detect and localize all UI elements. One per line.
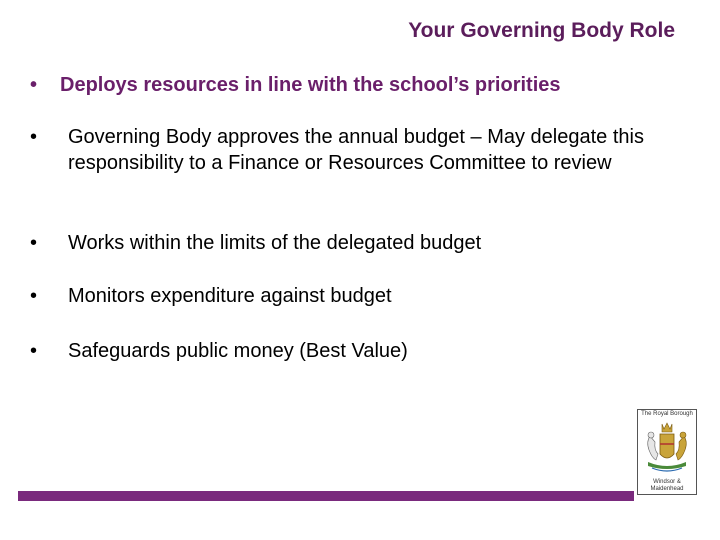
bullet-item	[30, 283, 650, 309]
bullet-marker: •	[30, 74, 38, 96]
bullet-marker: •	[30, 232, 38, 254]
logo-top-text: The Royal Borough	[641, 411, 693, 417]
bullet-text: Works within the limits of the delegated budget	[68, 232, 482, 254]
logo-bottom-line2: Maidenhead	[650, 486, 684, 492]
bullet-item	[30, 338, 650, 364]
bullet-text: Safeguards public money (Best Value)	[68, 340, 408, 362]
bullet-item	[30, 230, 650, 256]
slide-title: Your Governing Body Role	[408, 19, 675, 42]
bullet-text: Monitors expenditure against budget	[68, 285, 392, 307]
bullet-item	[30, 124, 650, 176]
bullet-marker: •	[30, 285, 38, 307]
footer-bar	[18, 491, 634, 501]
bullet-marker: •	[30, 126, 38, 148]
borough-crest-logo	[637, 409, 697, 495]
bullet-marker: •	[30, 340, 38, 362]
bullet-text: Governing Body approves the annual budget – May delegate this responsibility to a Finance or Resources Committee to review	[68, 126, 644, 174]
heading-bullet-text: Deploys resources in line with the school’s priorities	[60, 74, 561, 96]
logo-bottom-text	[638, 479, 696, 493]
logo-bottom-line1: Windsor &	[653, 479, 681, 485]
heading-bullet	[30, 72, 670, 98]
